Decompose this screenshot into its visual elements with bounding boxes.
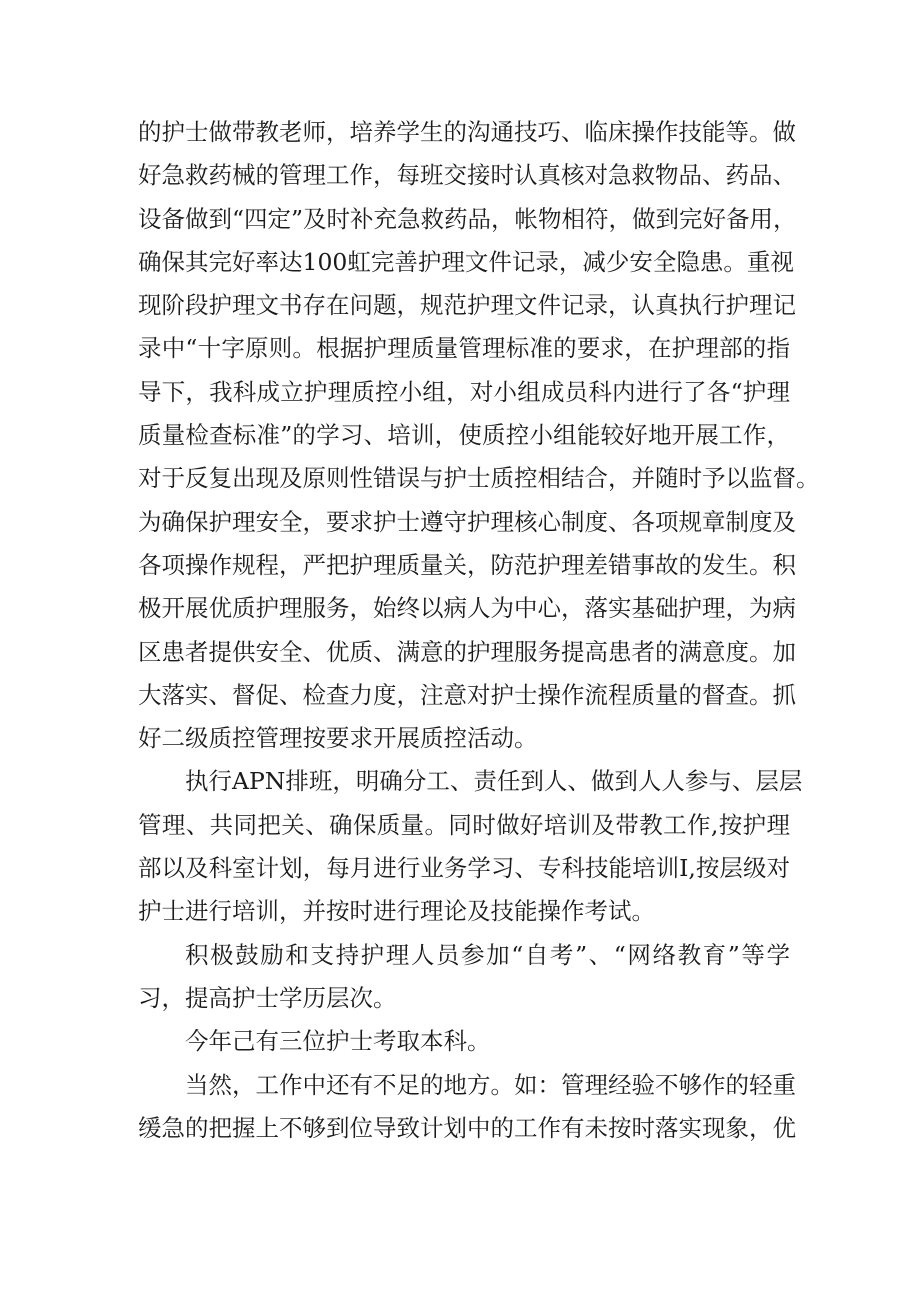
text-line: 习，提高护士学历层次。 <box>138 983 397 1012</box>
paragraph-first-line: 积极鼓励和支持护理人员参加“自考”、“网络教育”等学 <box>185 940 790 969</box>
text-line: 的护士做带教老师，培养学生的沟通技巧、临床操作技能等。做 <box>138 118 796 146</box>
text-line: 缓急的把握上不够到位导致计划中的工作有未按时落实现象，优 <box>138 1113 796 1142</box>
paragraph-first-line: 当然，工作中还有不足的地方。如：管理经验不够作的轻重 <box>185 1070 796 1099</box>
text-line: 极开展优质护理服务，始终以病人为中心，落实基础护理，为病 <box>138 594 796 623</box>
text-line: 确保其完好率达100虹完善护理文件记录，减少安全隐患。重视 <box>138 247 794 276</box>
text-line: 护士进行培训，并按时进行理论及技能操作考试。 <box>138 897 655 926</box>
text-line: 对于反复出现及原则性错误与护士质控相结合，并随时予以监督。 <box>138 464 820 493</box>
text-line: 导下，我科成立护理质控小组，对小组成员科内进行了各“护理 <box>138 377 790 406</box>
text-line: 各项操作规程，严把护理质量关，防范护理差错事故的发生。积 <box>138 550 796 579</box>
text-line: 部以及科室计划，每月进行业务学习、专科技能培训I,按层级对 <box>138 854 790 883</box>
text-line: 质量检查标准”的学习、培训，使质控小组能较好地开展工作， <box>138 421 790 450</box>
text-line: 好急救药械的管理工作，每班交接时认真核对急救物品、药品、 <box>138 161 796 190</box>
text-line: 现阶段护理文书存在问题，规范护理文件记录，认真执行护理记 <box>138 291 796 320</box>
text-line: 大落实、督促、检查力度，注意对护士操作流程质量的督查。抓 <box>138 680 796 709</box>
paragraph-first-line: 执行APN排班，明确分工、责任到人、做到人人参与、层层 <box>185 767 803 796</box>
text-line: 为确保护理安全，要求护士遵守护理核心制度、各项规章制度及 <box>138 507 796 536</box>
paragraph-first-line: 今年己有三位护士考取本科。 <box>185 1027 491 1056</box>
text-line: 设备做到“四定”及时补充急救药品，帐物相符，做到完好备用， <box>138 204 797 233</box>
text-line: 好二级质控管理按要求开展质控活动。 <box>138 724 538 753</box>
text-line: 管理、共同把关、确保质量。同时做好培训及带教工作,按护理 <box>138 810 790 839</box>
text-line: 录中“十字原则。根据护理质量管理标准的要求，在护理部的指 <box>138 334 790 363</box>
body-text <box>138 111 820 1150</box>
text-line: 区患者提供安全、优质、满意的护理服务提高患者的满意度。加 <box>138 637 796 666</box>
